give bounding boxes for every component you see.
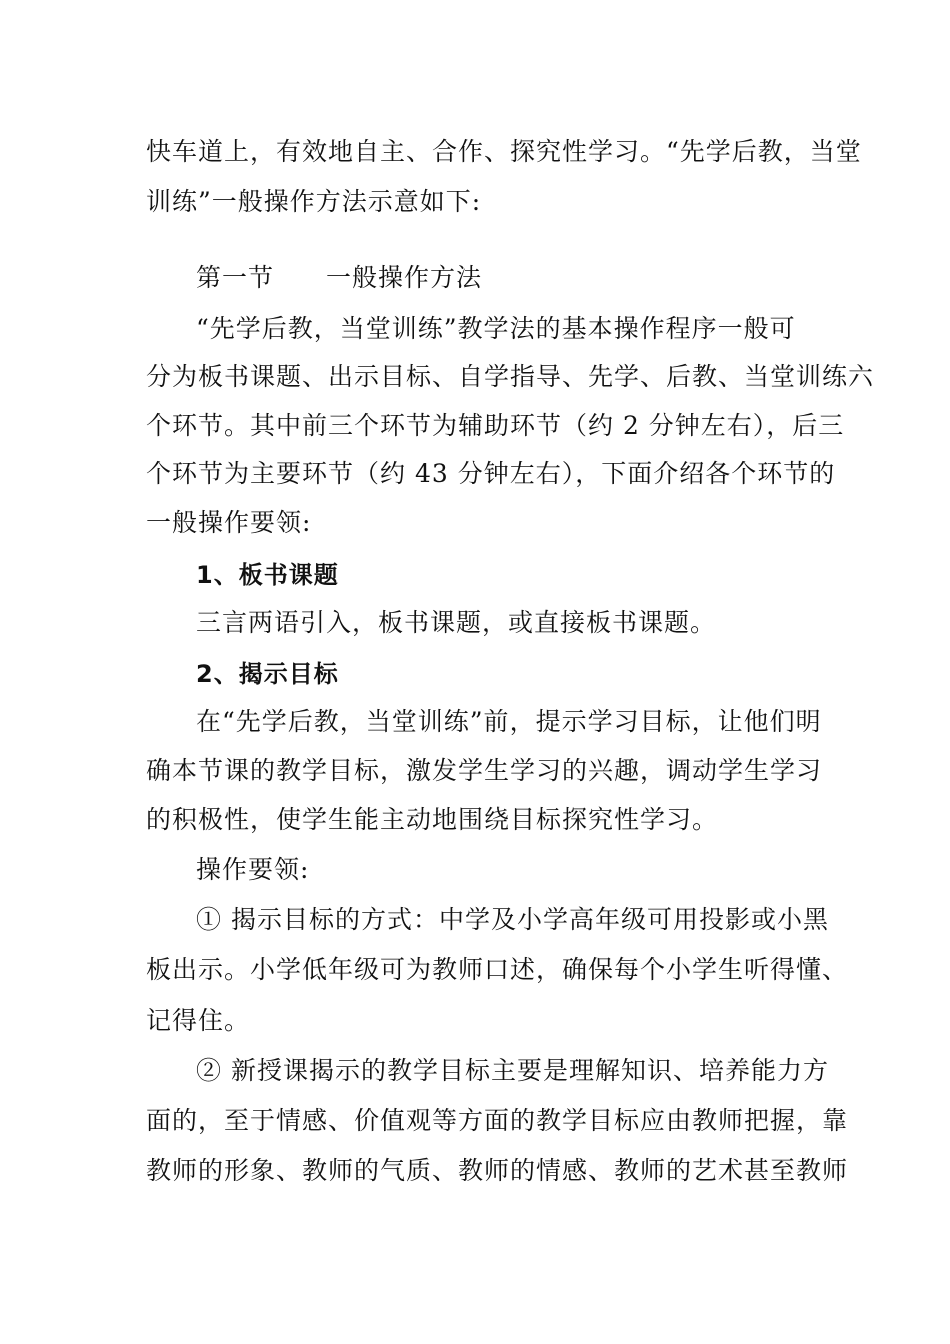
paragraph-line: 个环节。其中前三个环节为辅助环节（约 2 分钟左右），后三 xyxy=(146,411,845,440)
section-title: 第一节 一般操作方法 xyxy=(196,263,483,292)
heading-reveal-goals: 2、揭示目标 xyxy=(196,660,339,688)
paragraph-line: 个环节为主要环节（约 43 分钟左右），下面介绍各个环节的 xyxy=(146,459,836,488)
paragraph-line: 三言两语引入，板书课题，或直接板书课题。 xyxy=(196,608,717,637)
paragraph-line: 分为板书课题、出示目标、自学指导、先学、后教、当堂训练六 xyxy=(146,362,875,391)
paragraph-line: 面的，至于情感、价值观等方面的教学目标应由教师把握，靠 xyxy=(146,1106,849,1135)
paragraph-line: 一般操作要领: xyxy=(146,508,312,537)
paragraph-line: 训练”一般操作方法示意如下: xyxy=(146,187,482,216)
paragraph-line: 的积极性，使学生能主动地围绕目标探究性学习。 xyxy=(146,805,719,834)
paragraph-line: “先学后教，当堂训练”教学法的基本操作程序一般可 xyxy=(196,314,796,343)
paragraph-line: 操作要领: xyxy=(196,855,310,884)
paragraph-line: 确本节课的教学目标，激发学生学习的兴趣，调动学生学习 xyxy=(146,756,823,785)
paragraph-line: 教师的形象、教师的气质、教师的情感、教师的艺术甚至教师 xyxy=(146,1156,849,1185)
paragraph-line: ① 揭示目标的方式：中学及小学高年级可用投影或小黑 xyxy=(196,905,829,934)
paragraph-line: 在“先学后教，当堂训练”前，提示学习目标，让他们明 xyxy=(196,707,822,736)
paragraph-line: ② 新授课揭示的教学目标主要是理解知识、培养能力方 xyxy=(196,1056,829,1085)
heading-board-title: 1、板书课题 xyxy=(196,561,339,589)
paragraph-line: 快车道上，有效地自主、合作、探究性学习。“先学后教，当堂 xyxy=(146,137,862,166)
paragraph-line: 板出示。小学低年级可为教师口述，确保每个小学生听得懂、 xyxy=(146,955,849,984)
paragraph-line: 记得住。 xyxy=(146,1006,251,1035)
